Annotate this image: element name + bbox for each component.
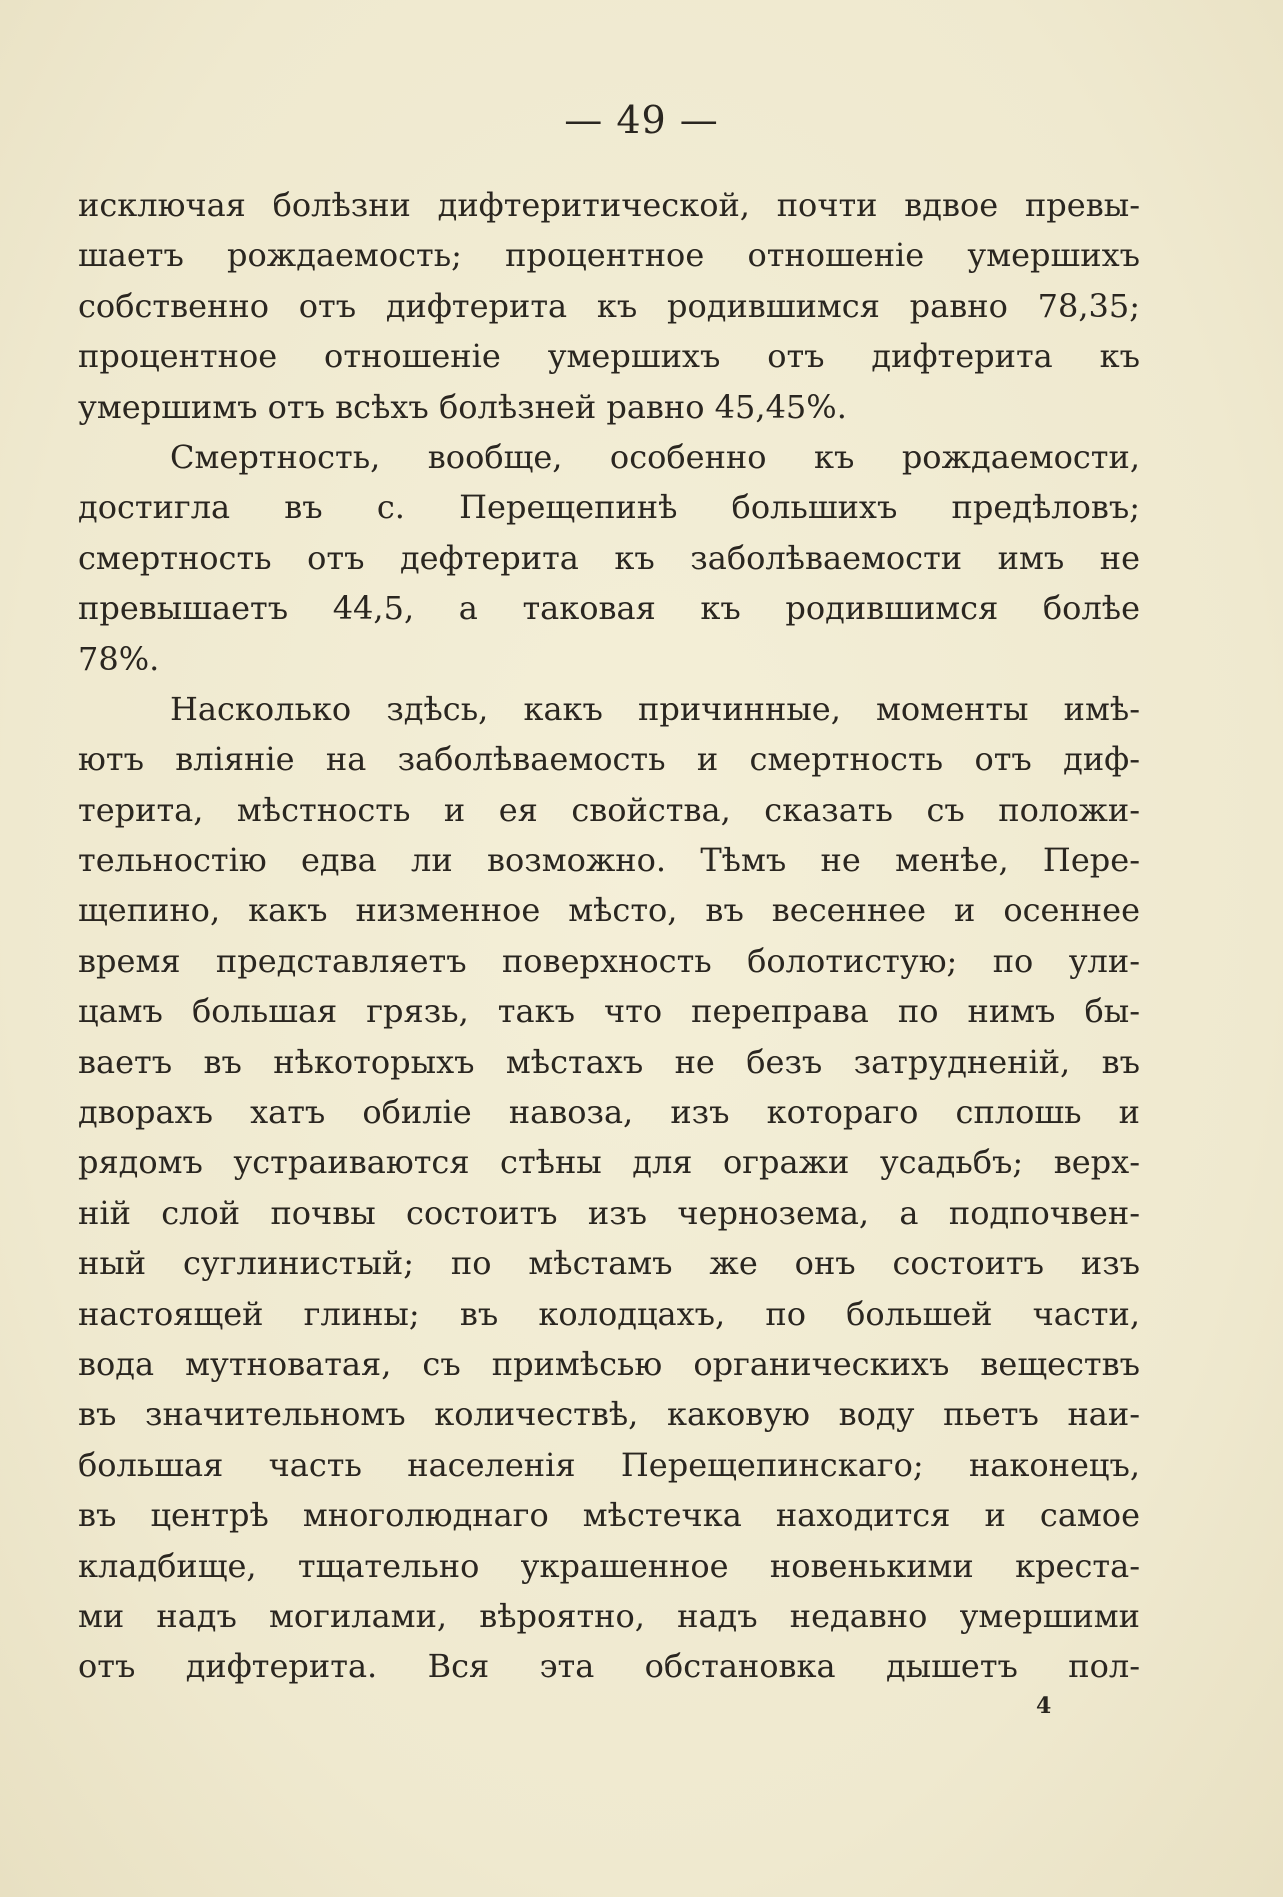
text-line: ми надъ могилами, вѣроятно, надъ недавно умершими xyxy=(78,1596,1140,1635)
text-line: большая часть населенія Перещепинскаго; наконецъ, xyxy=(78,1445,1140,1484)
text-line: настоящей глины; въ колодцахъ, по большей части, xyxy=(78,1294,1140,1333)
body-text xyxy=(78,180,1140,1692)
text-line: исключая болѣзни дифтеритической, почти вдвое превы- xyxy=(78,186,1140,224)
text-line: кладбище, тщательно украшенное новенькими креста- xyxy=(78,1546,1140,1585)
text-line: время представляетъ поверхность болотистую; по ули- xyxy=(78,941,1140,980)
text-line: превышаетъ 44,5, а таковая къ родившимся болѣе xyxy=(78,589,1140,628)
text-line: ваетъ въ нѣкоторыхъ мѣстахъ не безъ затрудненій, въ xyxy=(78,1042,1140,1081)
text-line: рядомъ устраиваются стѣны для огражи усадьбъ; верх- xyxy=(78,1143,1140,1182)
text-line: достигла въ с. Перещепинѣ большихъ предѣловъ; xyxy=(78,488,1140,527)
page-number: — 49 — xyxy=(564,98,719,142)
text-line: въ значительномъ количествѣ, каковую воду пьетъ наи- xyxy=(78,1395,1140,1434)
printer-signature-mark: 4 xyxy=(1036,1693,1052,1719)
text-line: тельностію едва ли возможно. Тѣмъ не менѣе, Пере- xyxy=(78,841,1140,880)
text-line: отъ дифтерита. Вся эта обстановка дышетъ пол- xyxy=(78,1647,1140,1686)
text-line: дворахъ хатъ обиліе навоза, изъ котораго сплошь и xyxy=(78,1093,1140,1132)
paragraph-start-line: Смертность, вообще, особенно къ рождаемости, xyxy=(170,437,1140,476)
paragraph-start-line: Насколько здѣсь, какъ причинные, моменты имѣ- xyxy=(170,689,1140,728)
text-line: собственно отъ дифтерита къ родившимся равно 78,35; xyxy=(78,286,1140,325)
text-line: умершимъ отъ всѣхъ болѣзней равно 45,45%. xyxy=(78,387,847,426)
text-line: ній слой почвы состоитъ изъ чернозема, а подпочвен- xyxy=(78,1193,1140,1232)
text-line: вода мутноватая, съ примѣсью органическихъ веществъ xyxy=(78,1344,1140,1383)
text-line: ный суглинистый; по мѣстамъ же онъ состоитъ изъ xyxy=(78,1244,1140,1283)
text-line: ютъ вліяніе на заболѣваемость и смертность отъ диф- xyxy=(78,740,1140,779)
text-line: терита, мѣстность и ея свойства, сказать съ положи- xyxy=(78,790,1140,829)
text-line: смертность отъ дефтерита къ заболѣваемости имъ не xyxy=(78,538,1140,577)
text-line: 78%. xyxy=(78,639,160,678)
text-line: цамъ большая грязь, такъ что переправа по нимъ бы- xyxy=(78,992,1140,1031)
text-line: процентное отношеніе умершихъ отъ дифтерита къ xyxy=(78,337,1140,376)
text-line: въ центрѣ многолюднаго мѣстечка находится и самое xyxy=(78,1496,1140,1535)
text-line: щепино, какъ низменное мѣсто, въ весеннее и осеннее xyxy=(78,891,1140,930)
text-line: шаетъ рождаемость; процентное отношеніе умершихъ xyxy=(78,236,1140,275)
